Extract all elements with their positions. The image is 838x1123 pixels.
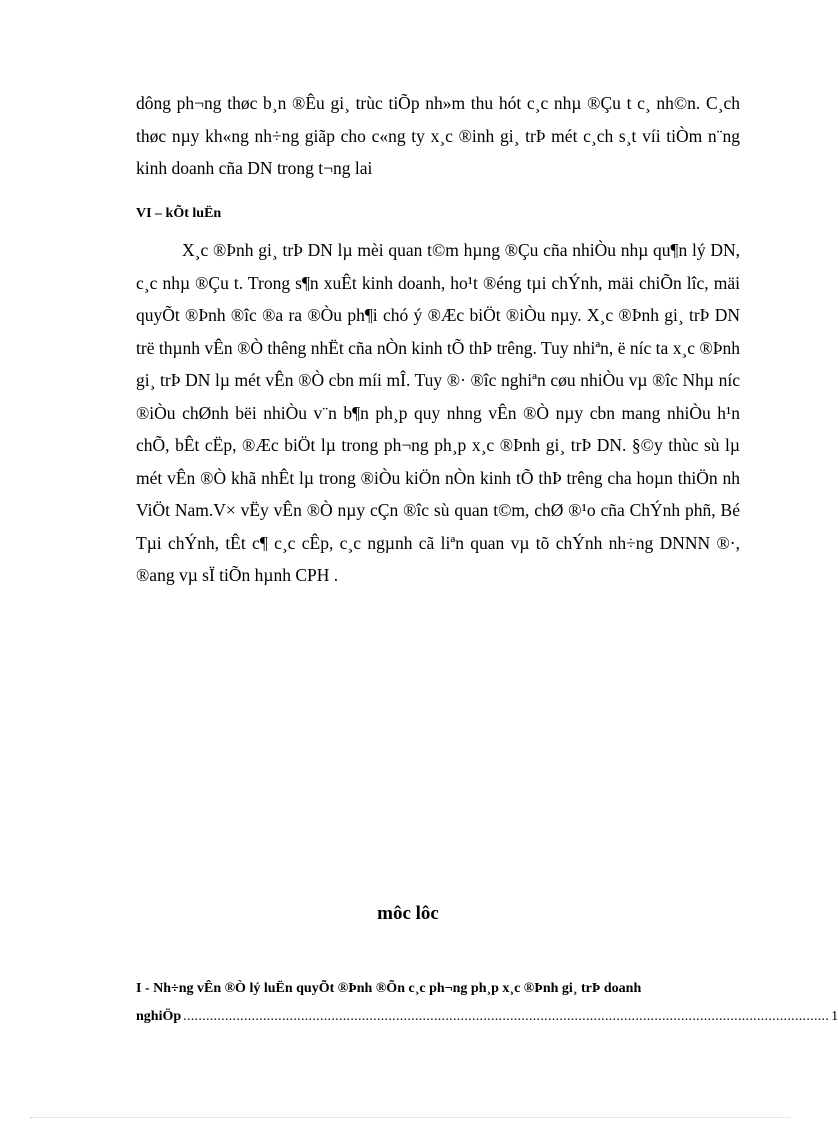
toc-page-number: 1 — [831, 1009, 838, 1024]
intro-paragraph: dông ph¬ng thøc b¸n ®Êu gi¸ trùc tiÕp nh»m thu hót c¸c nhµ ®Çu t c¸ nh©n. C¸ch thøc nµy kh«ng nh÷ng giãp cho c«ng ty x¸c ®inh gi¸ trÞ mét c¸ch s¸t víi tiÒm n¨ng kinh doanh cña DN trong t¬ng lai — [136, 93, 740, 178]
toc-entry-title-line2-row — [136, 1003, 838, 1031]
conclusion-heading: VI – kÕt luËn — [136, 206, 222, 221]
conclusion-paragraph: X¸c ®Þnh gi¸ trÞ DN lµ mèi quan t©m hµng ®Çu cña nhiÒu nhµ qu¶n lý DN, c¸c nhµ ®Çu t. Trong s¶n xuÊt kinh doanh, ho¹t ®éng tµi chÝnh, mäi chiÕn lîc, mäi quyÕt ®Þnh ®îc ®a ra ®Òu ph¶i chó ý ®Æc biÖt ®iÒu nµy. X¸c ®Þnh gi¸ trÞ DN trë thµnh vÊn ®Ò thêng nhËt cña nÒn kinh tÕ thÞ trêng. Tuy nhiªn, ë níc ta x¸c ®Þnh gi¸ trÞ DN lµ mét vÊn ®Ò cbn míi mÎ. Tuy ®· ®îc nghiªn cøu nhiÒu vµ ®îc Nhµ níc ®iÒu chØnh bëi nhiÒu v¨n b¶n ph¸p quy nhng vÊn ®Ò nµy cbn mang nhiÒu h¹n chÕ, bÊt cËp, ®Æc biÖt lµ trong ph¬ng ph¸p x¸c ®Þnh gi¸ trÞ DN. §©y thùc sù lµ mét vÊn ®Ò khã nhÊt lµ trong ®iÒu kiÖn nÒn kinh tÕ thÞ trêng cha hoµn thiÖn nh ViÖt Nam.V× vËy vÊn ®Ò nµy cÇn ®îc sù quan t©m, chØ ®¹o cña ChÝnh phñ, Bé Tµi chÝnh, tÊt c¶ c¸c cÊp, c¸c ngµnh cã liªn quan vµ tõ chÝnh nh÷ng DNNN ®·, ®ang vµ sÏ tiÕn hµnh CPH . — [136, 240, 740, 585]
toc-entry-title-line1: I - Nh÷ng vÊn ®Ò lý luËn quyÕt ®Þnh ®Õn c¸c ph¬ng ph¸p x¸c ®Þnh gi¸ trÞ doanh — [136, 981, 642, 996]
toc-title: môc lôc — [377, 903, 439, 924]
toc-dot-leader: .......................................................................................................................................................................... — [183, 1009, 830, 1024]
intro-text-block — [136, 87, 740, 185]
toc-entry-title-line2: nghiÖp — [136, 1009, 182, 1024]
page-bottom-divider — [30, 1117, 790, 1118]
conclusion-text-block — [136, 234, 740, 592]
toc-entry[interactable] — [136, 975, 838, 1031]
